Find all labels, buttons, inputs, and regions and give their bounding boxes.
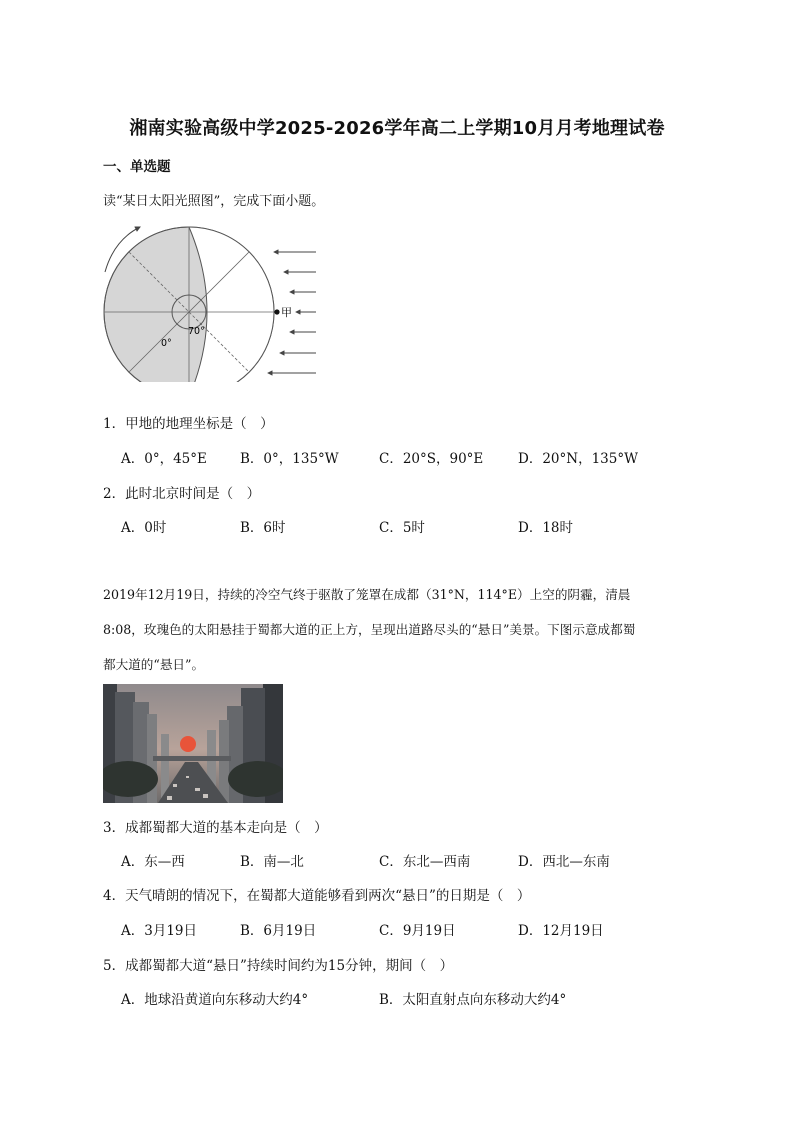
question-4-options — [121, 919, 721, 939]
point-jia — [274, 309, 279, 314]
option-a: A．0时 — [121, 520, 167, 536]
question-2: 2．此时北京时间是（ ） — [103, 486, 261, 502]
question-3: 3．成都蜀都大道的基本走向是（ ） — [103, 820, 328, 836]
question-1: 1．甲地的地理坐标是（ ） — [103, 416, 274, 432]
page-title: 湘南实验高级中学2025-2026学年高二上学期10月月考地理试卷 — [129, 118, 665, 139]
option-a: A．东—西 — [121, 854, 185, 870]
label-jia: 甲 — [281, 306, 292, 319]
question-1-options — [121, 447, 721, 467]
question-5-options — [121, 988, 721, 1008]
section-heading: 一、单选题 — [103, 159, 171, 175]
question-5: 5．成都蜀都大道“悬日”持续时间约为15分钟，期间（ ） — [103, 958, 454, 974]
question-2-options — [121, 516, 721, 536]
option-c: C．5时 — [379, 520, 425, 536]
option-b: B．6时 — [240, 520, 286, 536]
option-b: B．南—北 — [240, 854, 304, 870]
option-b: B．0°，135°W — [240, 451, 339, 467]
option-c: C．9月19日 — [379, 923, 456, 939]
option-b: B．太阳直射点向东移动大约4° — [379, 992, 567, 1008]
option-a: A．地球沿黄道向东移动大约4° — [121, 992, 309, 1008]
option-c: C．东北—西南 — [379, 854, 471, 870]
option-c: C．20°S，90°E — [379, 451, 484, 467]
option-a: A．0°，45°E — [121, 451, 207, 467]
option-b: B．6月19日 — [240, 923, 317, 939]
intro-text: 读“某日太阳光照图”，完成下面小题。 — [103, 194, 325, 209]
passage-line: 8:08，玫瑰色的太阳悬挂于蜀都大道的正上方，呈现出道路尽头的“悬日”美景。下图示意成都蜀 — [103, 622, 636, 637]
hanging-sun-photo — [103, 684, 283, 803]
option-d: D．12月19日 — [518, 923, 604, 939]
passage-line: 2019年12月19日，持续的冷空气终于驱散了笼罩在成都（31°N，114°E）上空的阴霾，清晨 — [103, 587, 631, 602]
sunlight-diagram — [100, 222, 322, 382]
question-4: 4．天气晴朗的情况下，在蜀都大道能够看到两次“悬日”的日期是（ ） — [103, 888, 531, 904]
passage-line: 都大道的“悬日”。 — [103, 657, 205, 672]
option-d: D．18时 — [518, 520, 574, 536]
passage-2 — [103, 577, 693, 682]
option-a: A．3月19日 — [121, 923, 198, 939]
option-d: D．20°N，135°W — [518, 451, 638, 467]
label-0: 0° — [161, 338, 172, 349]
option-d: D．西北—东南 — [518, 854, 610, 870]
label-70: 70° — [188, 326, 205, 337]
question-3-options — [121, 850, 721, 870]
